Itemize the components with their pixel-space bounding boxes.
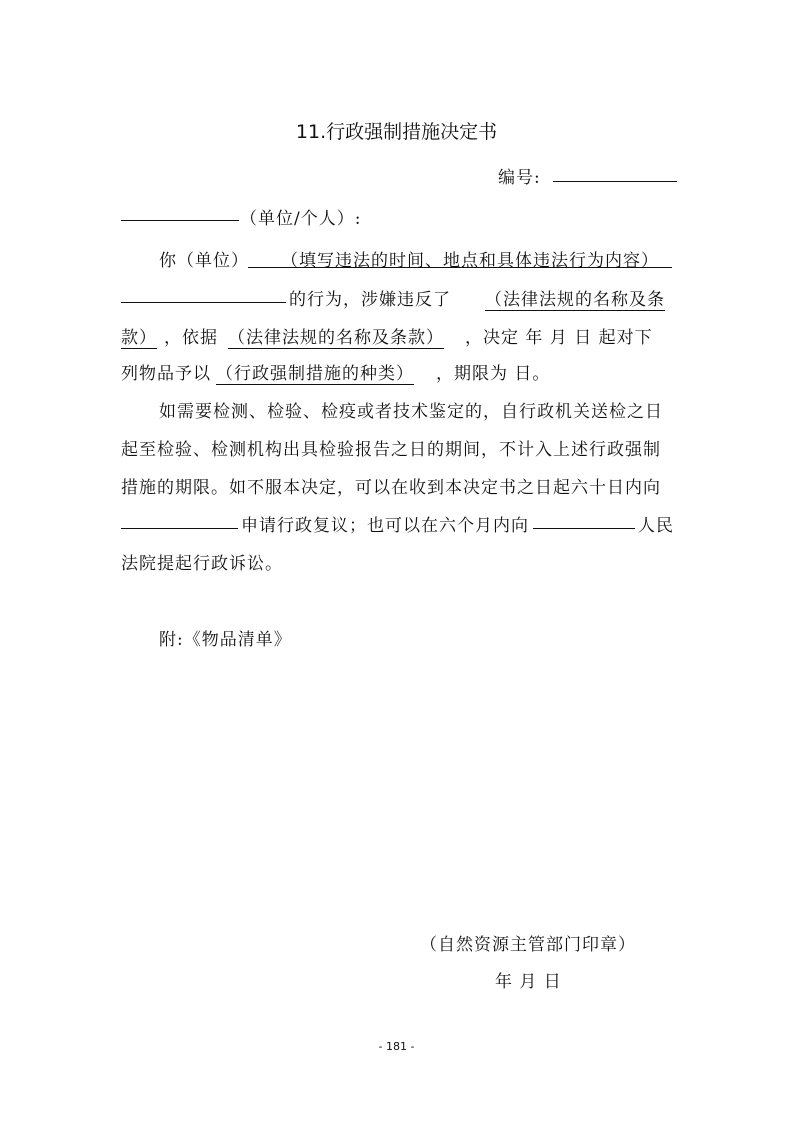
para1-line1-start: 你（单位） bbox=[159, 251, 249, 271]
number-blank[interactable] bbox=[553, 181, 677, 182]
number-label: 编号: bbox=[498, 168, 541, 188]
basis-law-hint: （法律法规的名称及条款） bbox=[228, 328, 444, 348]
addressee-suffix: （单位/个人）: bbox=[240, 209, 362, 229]
period-text: ，期限为 日。 bbox=[436, 364, 551, 384]
review-authority-blank[interactable] bbox=[121, 528, 238, 529]
addressee-blank[interactable] bbox=[121, 220, 239, 221]
para1-line3-basis: ，依据 bbox=[164, 328, 218, 348]
law-name-hint-part1: （法律法规的名称及条 bbox=[485, 290, 665, 310]
page-number: - 181 - bbox=[378, 1040, 415, 1053]
document-title: 11.行政强制措施决定书 bbox=[295, 121, 498, 143]
attachment-note: 附:《物品清单》 bbox=[159, 630, 292, 650]
para2-line4-text: 申请行政复议；也可以在六个月内向 bbox=[241, 516, 529, 536]
para2-line3: 措施的期限。如不服本决定，可以在收到本决定书之日起六十日内向 bbox=[121, 478, 661, 498]
measure-type-hint: （行政强制措施的种类） bbox=[216, 364, 414, 384]
para2-line2: 起至检验、检测机构出具检验报告之日的期间，不计入上述行政强制 bbox=[121, 440, 661, 460]
para2-line1: 如需要检测、检验、检疫或者技术鉴定的，自行政机关送检之日 bbox=[159, 402, 663, 422]
court-blank[interactable] bbox=[533, 528, 635, 529]
para1-line4-start: 列物品予以 bbox=[121, 364, 211, 384]
law-name-hint-part2: 款） bbox=[121, 328, 157, 348]
court-suffix: 人民 bbox=[638, 516, 674, 536]
date-text: 年 月 日 bbox=[495, 972, 562, 992]
seal-text: （自然资源主管部门印章） bbox=[420, 935, 636, 955]
violation-continue-blank[interactable] bbox=[121, 302, 286, 303]
violation-hint: （填写违法的时间、地点和具体违法行为内容） bbox=[281, 251, 659, 271]
para2-line5: 法院提起行政诉讼。 bbox=[121, 554, 283, 574]
para1-line2-text: 的行为，涉嫌违反了 bbox=[289, 290, 451, 310]
para1-line3-decision: ，决定 年 月 日 起对下 bbox=[465, 328, 653, 348]
